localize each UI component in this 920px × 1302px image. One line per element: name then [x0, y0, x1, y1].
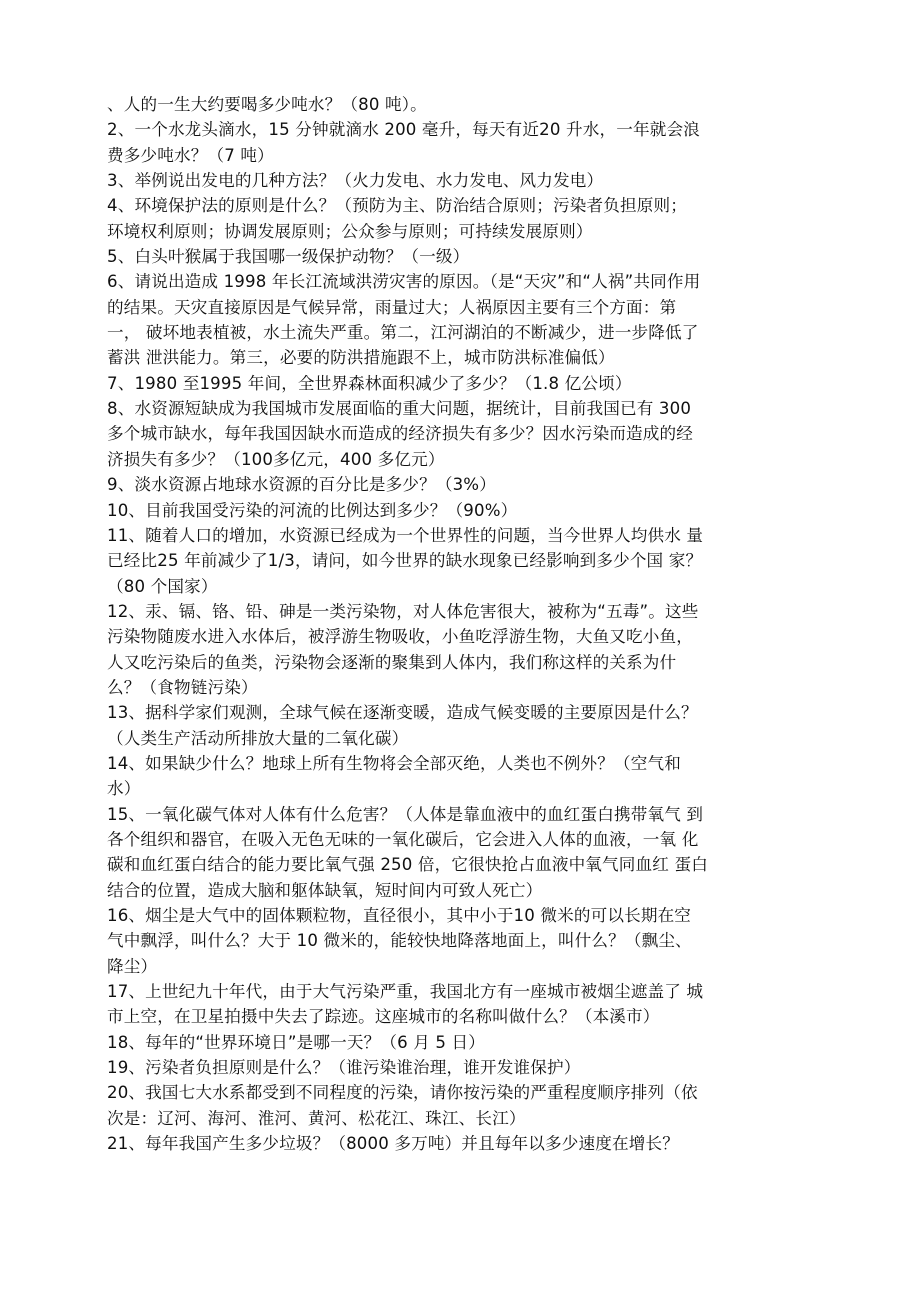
- text-line: 19、污染者负担原则是什么？（谁污染谁治理，谁开发谁保护）: [107, 1058, 581, 1078]
- text-line: 碳和血红蛋白结合的能力要比氧气强 250 倍，它很快抢占血液中氧气同血红 蛋白: [107, 855, 708, 875]
- text-line: 5、白头叶猴属于我国哪一级保护动物？（一级）: [107, 247, 470, 267]
- qa-item-14: [107, 751, 807, 802]
- text-line: （80 个国家）: [107, 576, 218, 596]
- text-line: 水）: [107, 779, 141, 799]
- text-line: 一， 破坏地表植被，水土流失严重。第二，江河湖泊的不断减少，进一步降低了: [107, 323, 699, 343]
- qa-item-18: [107, 1030, 807, 1055]
- text-line: 12、汞、镉、铬、铅、砷是一类污染物，对人体危害很大，被称为“五毒”。这些: [107, 601, 699, 621]
- qa-item-16: [107, 903, 807, 979]
- qa-item-7: [107, 371, 807, 396]
- text-line: 、人的一生大约要喝多少吨水？（80 吨）。: [107, 95, 427, 114]
- text-line: 环境权利原则；协调发展原则；公众参与原则；可持续发展原则）: [107, 221, 593, 241]
- text-line: 18、每年的“世界环境日”是哪一天？（6 月 5 日）: [107, 1032, 485, 1052]
- text-line: 4、环境保护法的原则是什么？（预防为主、防治结合原则；污染者负担原则；: [107, 196, 687, 216]
- qa-item-2: [107, 117, 807, 168]
- qa-item-8: [107, 396, 807, 472]
- text-line: 降尘）: [107, 956, 158, 976]
- qa-item-1: [107, 92, 807, 117]
- qa-item-9: [107, 472, 807, 497]
- text-line: 次是：辽河、海河、淮河、黄河、松花江、珠江、长江）: [107, 1108, 526, 1128]
- qa-item-17: [107, 979, 807, 1030]
- text-line: 济损失有多少？（100多亿元，400 多亿元）: [107, 449, 445, 469]
- text-line: 市上空，在卫星拍摄中失去了踪迹。这座城市的名称叫做什么？（本溪市）: [107, 1007, 660, 1027]
- text-line: 的结果。天灾直接原因是气候异常，雨量过大；人祸原因主要有三个方面：第: [107, 297, 677, 317]
- text-line: 11、随着人口的增加，水资源已经成为一个世界性的问题，当今世界人均供水 量: [107, 525, 704, 545]
- qa-list: [107, 92, 807, 1156]
- text-line: 17、上世纪九十年代，由于大气污染严重，我国北方有一座城市被烟尘遮盖了 城: [107, 982, 704, 1002]
- qa-item-4: [107, 193, 807, 244]
- text-line: 结合的位置，造成大脑和躯体缺氧，短时间内可致人死亡）: [107, 880, 543, 900]
- text-line: 8、水资源短缺成为我国城市发展面临的重大问题，据统计，目前我国已有 300: [107, 399, 692, 419]
- text-line: 3、举例说出发电的几种方法？（火力发电、水力发电、风力发电）: [107, 171, 604, 191]
- text-line: 人又吃污染后的鱼类，污染物会逐渐的聚集到人体内，我们称这样的关系为什: [107, 652, 677, 672]
- qa-item-6: [107, 269, 807, 370]
- text-line: 已经比25 年前减少了1/3，请问，如今世界的缺水现象已经影响到多少个国 家？: [107, 551, 703, 571]
- qa-item-15: [107, 802, 807, 903]
- qa-item-12: [107, 599, 807, 700]
- text-line: 21、每年我国产生多少垃圾？（8000 多万吨）并且每年以多少速度在增长？: [107, 1134, 679, 1154]
- qa-item-13: [107, 700, 807, 751]
- text-line: 13、据科学家们观测，全球气候在逐渐变暖，造成气候变暖的主要原因是什么？: [107, 703, 698, 723]
- text-line: 各个组织和器官，在吸入无色无味的一氧化碳后，它会进入人体的血液，一氧 化: [107, 829, 699, 849]
- text-line: 污染物随废水进入水体后，被浮游生物吸收，小鱼吃浮游生物，大鱼又吃小鱼，: [107, 627, 694, 647]
- text-line: 9、淡水资源占地球水资源的百分比是多少？（3%）: [107, 475, 496, 495]
- text-line: 16、烟尘是大气中的固体颗粒物，直径很小，其中小于10 微米的可以长期在空: [107, 906, 692, 925]
- text-line: 10、目前我国受污染的河流的比例达到多少？（90%）: [107, 500, 518, 520]
- qa-item-19: [107, 1055, 807, 1080]
- text-line: 14、如果缺少什么？地球上所有生物将会全部灭绝，人类也不例外？（空气和: [107, 753, 681, 773]
- text-line: 费多少吨水？（7 吨）: [107, 145, 274, 165]
- qa-item-3: [107, 168, 807, 193]
- text-line: 6、请说出造成 1998 年长江流域洪涝灾害的原因。（是“天灾”和“人祸”共同作用: [107, 272, 701, 292]
- qa-item-20: [107, 1080, 807, 1131]
- text-line: （人类生产活动所排放大量的二氧化碳）: [107, 728, 409, 748]
- text-line: 7、1980 至1995 年间，全世界森林面积减少了多少？（1.8 亿公顷）: [107, 373, 632, 393]
- text-line: 15、一氧化碳气体对人体有什么危害？（人体是靠血液中的血红蛋白携带氧气 到: [107, 804, 704, 824]
- text-line: 气中飘浮，叫什么？大于 10 微米的，能较快地降落地面上，叫什么？（飘尘、: [107, 931, 692, 951]
- text-line: 蓄洪 泄洪能力。第三，必要的防洪措施跟不上，城市防洪标准偏低）: [107, 348, 615, 368]
- text-line: 20、我国七大水系都受到不同程度的污染，请你按污染的严重程度顺序排列（依: [107, 1083, 698, 1103]
- qa-item-11: [107, 523, 807, 599]
- qa-item-21: [107, 1131, 807, 1156]
- text-line: 2、一个水龙头滴水，15 分钟就滴水 200 毫升，每天有近20 升水，一年就会浪: [107, 120, 700, 140]
- qa-item-10: [107, 498, 807, 523]
- text-line: 多个城市缺水，每年我国因缺水而造成的经济损失有多少？因水污染而造成的经: [107, 424, 694, 444]
- qa-item-5: [107, 244, 807, 269]
- text-line: 么？（食物链污染）: [107, 677, 258, 697]
